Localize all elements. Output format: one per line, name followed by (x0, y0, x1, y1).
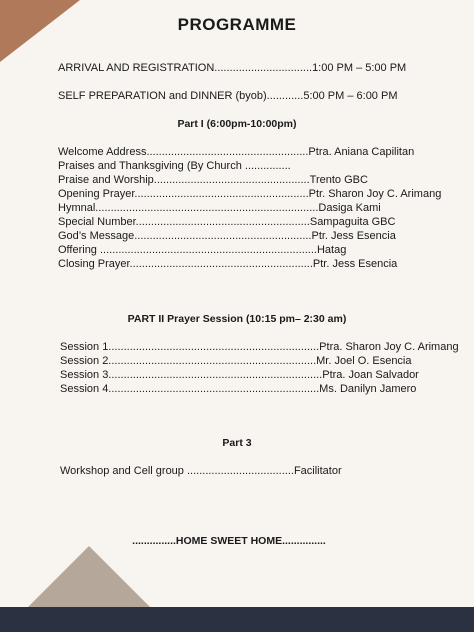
part2-heading: PART II Prayer Session (10:15 pm– 2:30 am) (127, 313, 347, 325)
part1-line: Praise and Worship...................................................Trento GBC (58, 174, 368, 186)
part1-line: Closing Prayer............................................................Ptr. Jess Esencia (58, 258, 398, 270)
part2-line: Session 1.....................................................................Ptra. Sharon Joy C. Arimang (60, 341, 459, 353)
part1-line: God’s Message..........................................................Ptr. Jess Esencia (58, 230, 396, 242)
part1-heading: Part I (6:00pm-10:00pm) (177, 118, 297, 130)
part3-heading: Part 3 (222, 437, 252, 449)
part1-line: Offering .......................................................................Hatag (58, 244, 347, 256)
part3-line: Workshop and Cell group ...................................Facilitator (60, 465, 342, 477)
page-title: PROGRAMME (177, 15, 297, 34)
bottom-bar (0, 607, 474, 632)
part1-line: Praises and Thanksgiving (By Church ............... (58, 160, 291, 172)
footer-text: ...............HOME SWEET HOME............... (132, 535, 326, 547)
self-prep-line: SELF PREPARATION and DINNER (byob)............5:00 PM – 6:00 PM (58, 90, 398, 102)
triangle-decoration (27, 546, 151, 608)
part2-line: Session 2....................................................................Mr. Joel O. Esencia (60, 355, 412, 367)
part2-line: Session 3......................................................................Ptra. Joan Salvador (60, 369, 419, 381)
part1-line: Special Number.........................................................Sampaguita GBC (58, 216, 396, 228)
part1-line: Welcome Address.....................................................Ptra. Aniana Capilitan (58, 146, 415, 158)
arrival-line: ARRIVAL AND REGISTRATION................................1:00 PM – 5:00 PM (58, 62, 407, 74)
part1-line: Opening Prayer.........................................................Ptr. Sharon Joy C. Arimang (58, 188, 442, 200)
part2-line: Session 4.....................................................................Ms. Danilyn Jamero (60, 383, 417, 395)
part1-line: Hymnal.........................................................................Dasiga Kami (58, 202, 381, 214)
